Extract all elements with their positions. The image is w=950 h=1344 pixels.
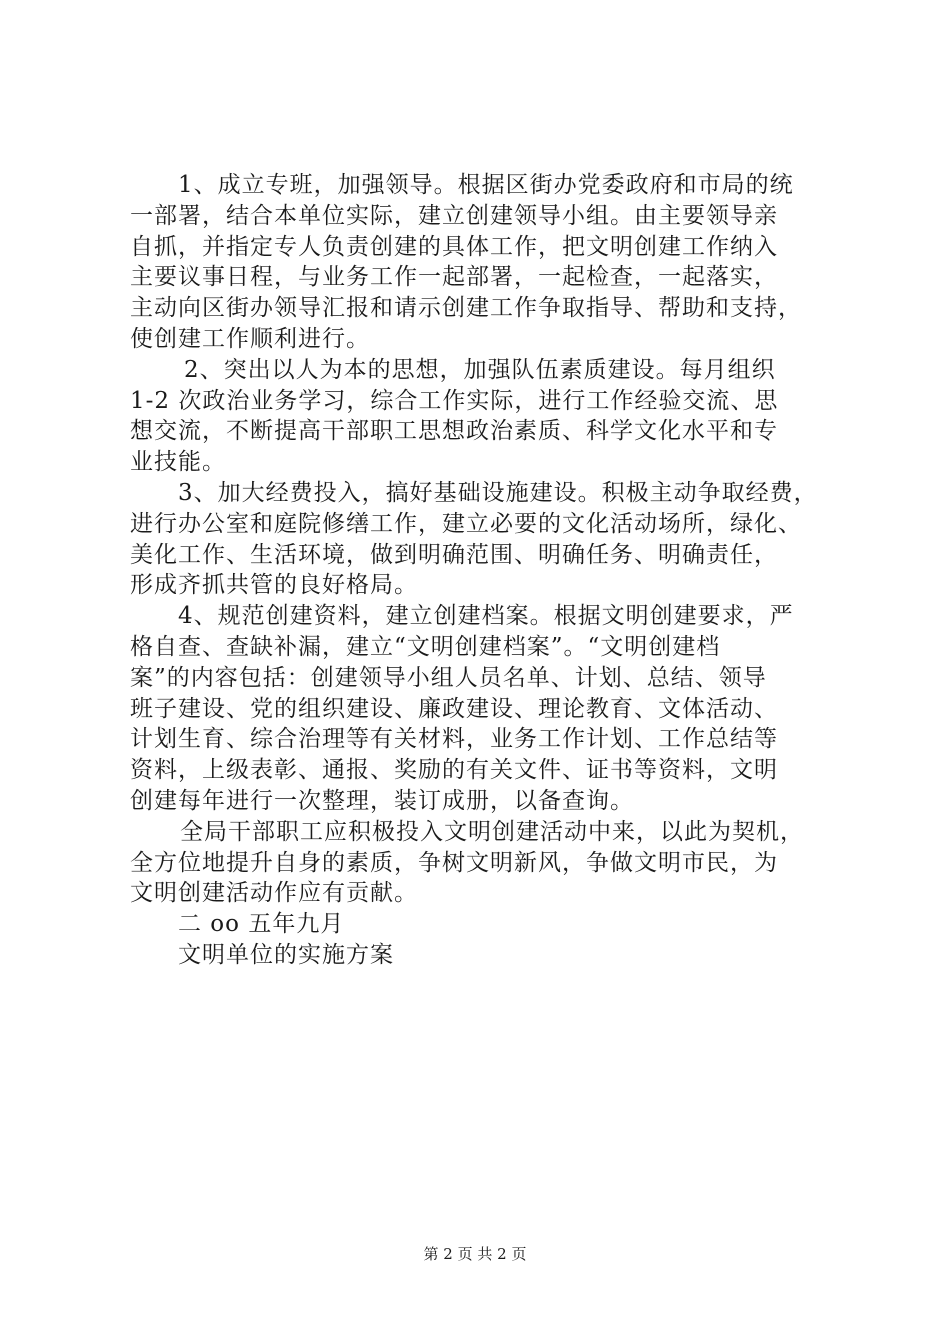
- paragraph-4: [130, 601, 830, 817]
- text-line: 班子建设、党的组织建设、廉政建设、理论教育、文体活动、: [130, 695, 778, 722]
- text-line: 主动向区街办领导汇报和请示创建工作争取指导、帮助和支持，: [130, 295, 802, 322]
- paragraph-2: [130, 355, 830, 478]
- text-line: 美化工作、生活环境，做到明确范围、明确任务、明确责任，: [130, 541, 778, 568]
- text-line: 进行办公室和庭院修缮工作，建立必要的文化活动场所，绿化、: [130, 510, 802, 537]
- next-document-title: 文明单位的实施方案: [178, 941, 394, 968]
- paragraph-3: [130, 478, 830, 601]
- text-line: 使创建工作顺利进行。: [130, 325, 370, 352]
- document-date: 二 oo 五年九月: [178, 911, 345, 938]
- page-number-footer: 第 2 页 共 2 页: [423, 1245, 527, 1263]
- text-line: 案”的内容包括：创建领导小组人员名单、计划、总结、领导: [130, 664, 767, 691]
- text-line: 计划生育、综合治理等有关材料，业务工作计划、工作总结等: [130, 726, 778, 753]
- text-line: 一部署，结合本单位实际，建立创建领导小组。由主要领导亲: [130, 202, 778, 229]
- text-line: 4、规范创建资料，建立创建档案。根据文明创建要求，严: [178, 603, 794, 630]
- text-line: 2、突出以人为本的思想，加强队伍素质建设。每月组织: [184, 356, 776, 383]
- text-line: 资料，上级表彰、通报、奖励的有关文件、证书等资料，文明: [130, 757, 778, 784]
- text-line: 全局干部职工应积极投入文明创建活动中来，以此为契机，: [180, 818, 804, 845]
- text-line: 1-2 次政治业务学习，综合工作实际，进行工作经验交流、思: [130, 387, 779, 414]
- text-line: 业技能。: [130, 449, 226, 476]
- text-line: 1、成立专班，加强领导。根据区街办党委政府和市局的统: [178, 172, 794, 198]
- paragraph-5: [130, 817, 830, 909]
- text-line: 文明创建活动作应有贡献。: [130, 880, 418, 907]
- text-line: 3、加大经费投入，搞好基础设施建设。积极主动争取经费，: [178, 479, 818, 506]
- text-line: 全方位地提升自身的素质，争树文明新风，争做文明市民，为: [130, 849, 778, 876]
- text-line: 格自查、查缺补漏，建立“文明创建档案”。“文明创建档: [130, 633, 721, 660]
- document-body: [130, 170, 830, 971]
- text-line: 想交流，不断提高干部职工思想政治素质、科学文化水平和专: [130, 418, 778, 445]
- text-line: 创建每年进行一次整理，装订成册，以备查询。: [130, 787, 634, 814]
- text-line: 形成齐抓共管的良好格局。: [130, 572, 418, 599]
- text-line: 自抓，并指定专人负责创建的具体工作，把文明创建工作纳入: [130, 233, 778, 260]
- text-line: 主要议事日程，与业务工作一起部署，一起检查，一起落实，: [130, 264, 778, 291]
- paragraph-1: [130, 170, 830, 355]
